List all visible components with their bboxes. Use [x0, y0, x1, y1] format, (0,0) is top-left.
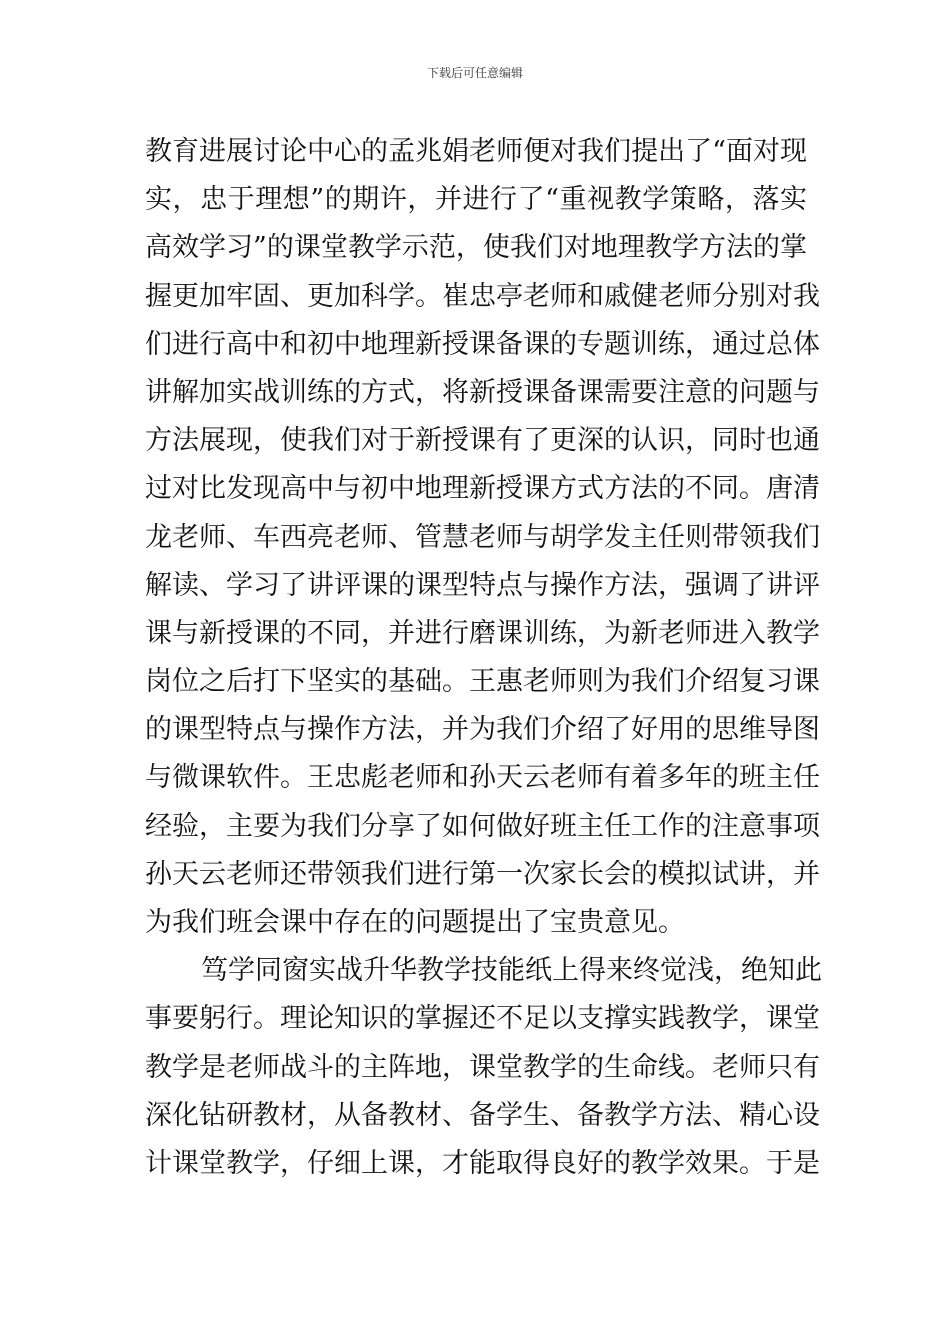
text-line: 事要躬行。理论知识的掌握还不足以支撑实践教学，课堂: [145, 1003, 820, 1035]
text-line: 孙天云老师还带领我们进行第一次家长会的模拟试讲，并: [145, 858, 820, 890]
text-line: 计课堂教学，仔细上课，才能取得良好的教学效果。于是: [145, 1147, 820, 1179]
text-line: 握更加牢固、更加科学。崔忠亭老师和戚健老师分别对我: [145, 280, 820, 312]
text-line: 笃学同窗实战升华教学技能纸上得来终觉浅，绝知此: [201, 955, 822, 987]
text-line: 与微课软件。王忠彪老师和孙天云老师有着多年的班主任: [145, 762, 820, 794]
text-line: 方法展现，使我们对于新授课有了更深的认识，同时也通: [145, 425, 820, 457]
text-line: 高效学习”的课堂教学示范，使我们对地理教学方法的掌: [145, 232, 807, 264]
text-line: 教学是老师战斗的主阵地，课堂教学的生命线。老师只有: [145, 1051, 820, 1083]
text-line: 深化钻研教材，从备教材、备学生、备教学方法、精心设: [145, 1099, 820, 1131]
text-line: 讲解加实战训练的方式，将新授课备课需要注意的问题与: [145, 376, 820, 408]
text-line: 经验，主要为我们分享了如何做好班主任工作的注意事项: [145, 810, 820, 842]
document-body: [145, 134, 822, 1194]
text-line: 的课型特点与操作方法，并为我们介绍了好用的思维导图: [145, 714, 820, 746]
text-line: 过对比发现高中与初中地理新授课方式方法的不同。唐清: [145, 473, 820, 505]
text-line: 教育进展讨论中心的孟兆娟老师便对我们提出了“面对现: [145, 136, 807, 167]
paragraph-1: [145, 134, 820, 953]
text-line: 实，忠于理想”的期许，并进行了“重视教学策略，落实: [145, 184, 807, 216]
text-line: 们进行高中和初中地理新授课备课的专题训练，通过总体: [145, 328, 820, 360]
text-line: 解读、学习了讲评课的课型特点与操作方法，强调了讲评: [145, 569, 820, 601]
text-line: 课与新授课的不同，并进行磨课训练，为新老师进入教学: [145, 617, 820, 649]
text-line: 岗位之后打下坚实的基础。王惠老师则为我们介绍复习课: [145, 666, 820, 698]
paragraph-2: [145, 953, 822, 1194]
page-header: 下载后可任意编辑: [426, 66, 523, 80]
text-line: 为我们班会课中存在的问题提出了宝贵意见。: [145, 907, 685, 938]
text-line: 龙老师、车西亮老师、管慧老师与胡学发主任则带领我们: [145, 521, 820, 553]
